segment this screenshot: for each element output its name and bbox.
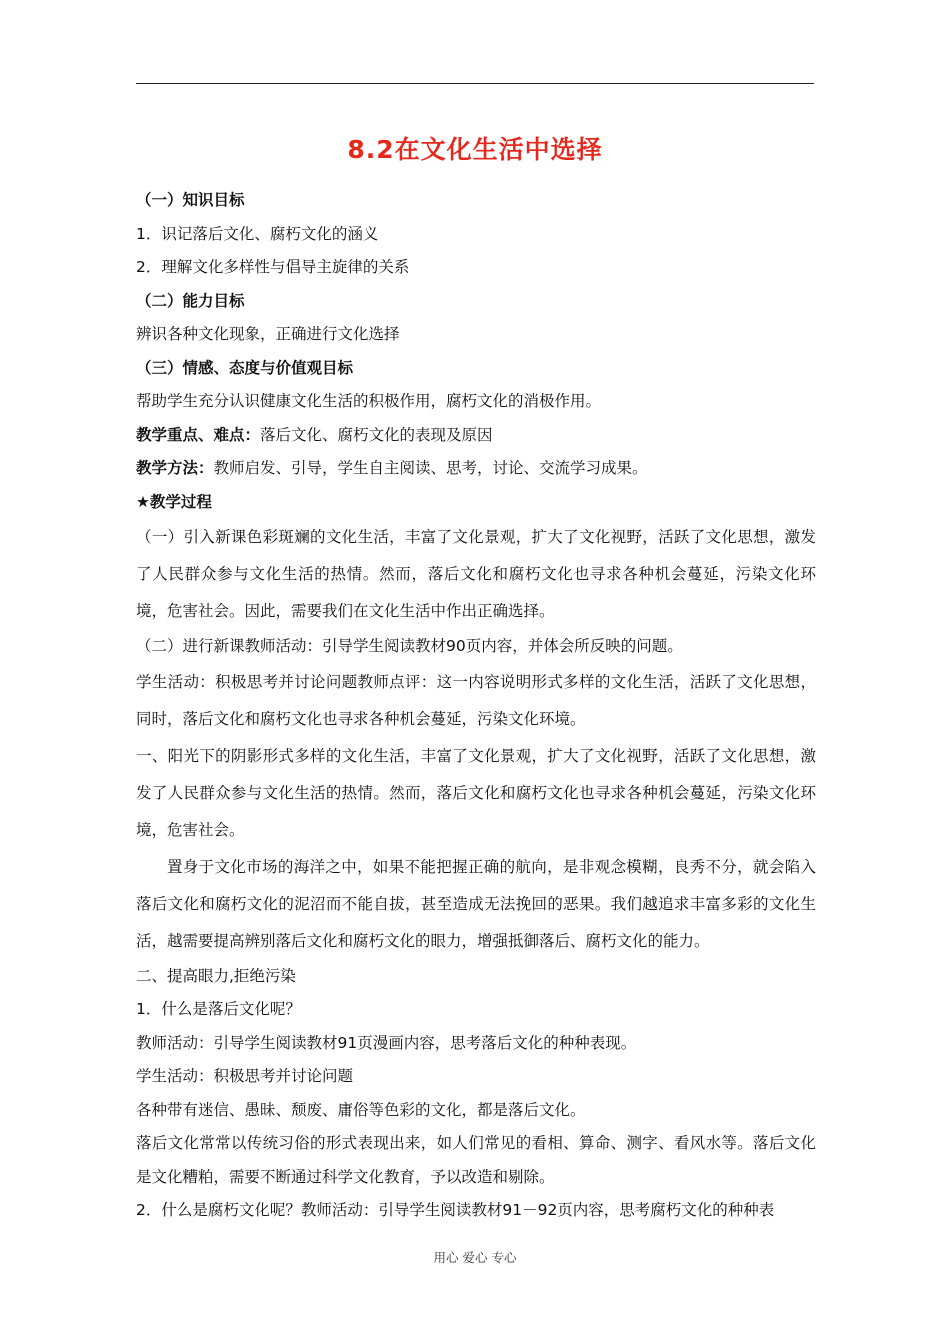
page-footer: 用心 爱心 专心 bbox=[433, 1250, 517, 1265]
header-rule bbox=[136, 83, 814, 84]
paragraph-student-activity: 学生活动：积极思考并讨论问题教师点评：这一内容说明形式多样的文化生活，活跃了文化思想，同时，落后文化和腐朽文化也寻求各种机会蔓延，污染文化环境。 bbox=[136, 672, 816, 728]
key-points-label: 教学重点、难点： bbox=[136, 425, 261, 444]
paragraph-intro: （一）引入新课色彩斑斓的文化生活，丰富了文化景观，扩大了文化视野，活跃了文化思想，激发了人民群众参与文化生活的热情。然而，落后文化和腐朽文化也寻求各种机会蔓延，污染文化环境，危害社会。因此，需要我们在文化生活中作出正确选择。 bbox=[136, 528, 816, 620]
teacher-activity-1: 教师活动：引导学生阅读教材91页漫画内容，思考落后文化的种种表现。 bbox=[136, 1033, 637, 1052]
key-points-line bbox=[136, 419, 816, 453]
document-body bbox=[136, 184, 816, 1228]
backward-forms: 落后文化常常以传统习俗的形式表现出来，如人们常见的看相、算命、测字、看风水等。落后文化是文化糟粕，需要不断通过科学文化教育，予以改造和剔除。 bbox=[136, 1134, 816, 1186]
question-2: 2．什么是腐朽文化呢？教师活动：引导学生阅读教材91－92页内容，思考腐朽文化的种种表 bbox=[136, 1201, 775, 1219]
key-points-text: 落后文化、腐朽文化的表现及原因 bbox=[260, 425, 493, 444]
emotion-text: 帮助学生充分认识健康文化生活的积极作用，腐朽文化的消极作用。 bbox=[136, 392, 602, 410]
paragraph-market: 置身于文化市场的海洋之中，如果不能把握正确的航向，是非观念模糊，良秀不分，就会陷入落后文化和腐朽文化的泥沼而不能自拔，甚至造成无法挽回的恶果。我们越追求丰富多彩的文化生活，越需要提高辨别落后文化和腐朽文化的眼力，增强抵御落后、腐朽文化的能力。 bbox=[136, 857, 816, 950]
section-2-heading: 二、提高眼力,拒绝污染 bbox=[136, 966, 296, 985]
student-activity-1: 学生活动：积极思考并讨论问题 bbox=[136, 1067, 354, 1085]
knowledge-item-2: 2．理解文化多样性与倡导主旋律的关系 bbox=[136, 258, 410, 276]
method-label: 教学方法： bbox=[136, 459, 214, 477]
knowledge-item-1: 1．识记落后文化、腐朽文化的涵义 bbox=[136, 224, 379, 243]
process-heading: ★教学过程 bbox=[136, 492, 212, 511]
paragraph-section-1: 一、阳光下的阴影形式多样的文化生活，丰富了文化景观，扩大了文化视野，活跃了文化思想，激发了人民群众参与文化生活的热情。然而，落后文化和腐朽文化也寻求各种机会蔓延，污染文化环境，危害社会。 bbox=[136, 746, 816, 839]
section-heading-knowledge: （一）知识目标 bbox=[136, 191, 245, 209]
method-text: 教师启发、引导，学生自主阅读、思考，讨论、交流学习成果。 bbox=[213, 459, 648, 477]
section-heading-ability: （二）能力目标 bbox=[136, 291, 245, 310]
backward-definition: 各种带有迷信、愚昧、颓废、庸俗等色彩的文化，都是落后文化。 bbox=[136, 1100, 586, 1119]
question-1: 1．什么是落后文化呢？ bbox=[136, 1000, 301, 1018]
method-line bbox=[136, 452, 816, 486]
section-heading-emotion: （三）情感、态度与价值观目标 bbox=[136, 358, 354, 377]
page-title: 8.2在文化生活中选择 bbox=[347, 135, 603, 164]
ability-text: 辨识各种文化现象，正确进行文化选择 bbox=[136, 325, 400, 343]
paragraph-new-lesson: （二）进行新课教师活动：引导学生阅读教材90页内容，并体会所反映的问题。 bbox=[136, 637, 683, 655]
